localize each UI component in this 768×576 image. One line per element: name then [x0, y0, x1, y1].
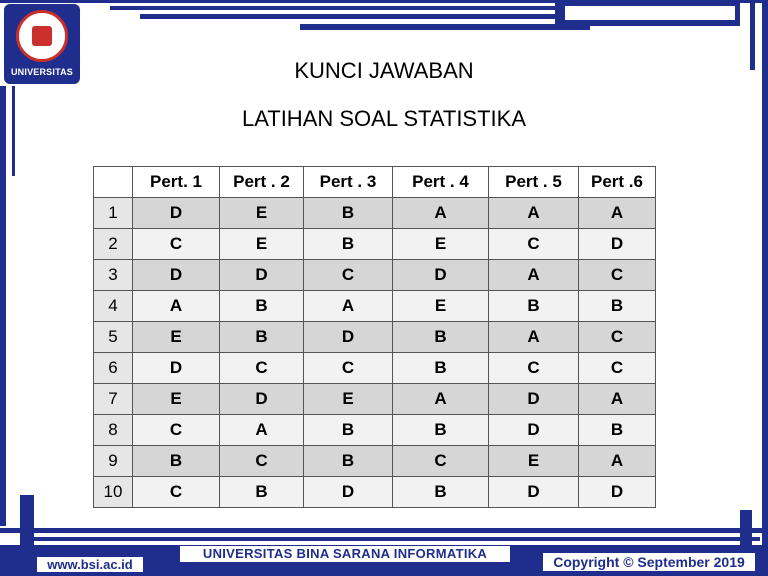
- answer-cell: B: [304, 446, 393, 477]
- answer-cell: C: [220, 353, 304, 384]
- answer-cell: C: [579, 322, 656, 353]
- answer-cell: D: [220, 384, 304, 415]
- table-row: [94, 229, 656, 260]
- answer-cell: C: [220, 446, 304, 477]
- answer-cell: D: [489, 477, 579, 508]
- answer-cell: C: [393, 446, 489, 477]
- page-title: KUNCI JAWABAN: [294, 58, 474, 83]
- bottom-border-bar: [30, 537, 760, 541]
- row-number-cell: 3: [94, 260, 133, 291]
- answer-cell: B: [304, 198, 393, 229]
- table-row: [94, 198, 656, 229]
- row-number-cell: 5: [94, 322, 133, 353]
- answer-cell: A: [489, 198, 579, 229]
- answer-cell: B: [220, 291, 304, 322]
- answer-cell: D: [133, 198, 220, 229]
- answer-cell: A: [304, 291, 393, 322]
- bottom-border-bar: [0, 528, 768, 533]
- column-header: Pert .6: [579, 167, 656, 198]
- row-number-cell: 4: [94, 291, 133, 322]
- answer-cell: B: [133, 446, 220, 477]
- answer-cell: D: [489, 415, 579, 446]
- footer-copyright: Copyright © September 2019: [543, 553, 755, 571]
- table-row: [94, 384, 656, 415]
- answer-cell: E: [393, 291, 489, 322]
- answer-cell: A: [393, 198, 489, 229]
- answer-cell: D: [393, 260, 489, 291]
- column-header: [94, 167, 133, 198]
- answer-cell: D: [133, 353, 220, 384]
- answer-cell: B: [304, 415, 393, 446]
- answer-cell: D: [489, 384, 579, 415]
- answer-cell: D: [133, 260, 220, 291]
- answer-cell: A: [579, 446, 656, 477]
- answer-cell: E: [220, 229, 304, 260]
- left-border-strip: [0, 86, 6, 526]
- top-right-corner-inner: [565, 6, 735, 20]
- row-number-cell: 1: [94, 198, 133, 229]
- table-row: [94, 415, 656, 446]
- row-number-cell: 6: [94, 353, 133, 384]
- row-number-cell: 7: [94, 384, 133, 415]
- bottom-right-corner-decor: [740, 510, 752, 545]
- answer-cell: D: [579, 229, 656, 260]
- row-number-cell: 10: [94, 477, 133, 508]
- answer-cell: B: [393, 353, 489, 384]
- answer-cell: C: [579, 353, 656, 384]
- answer-cell: C: [133, 415, 220, 446]
- answer-cell: B: [579, 291, 656, 322]
- logo-mark-icon: [32, 26, 52, 46]
- answer-cell: B: [393, 415, 489, 446]
- answer-cell: E: [133, 322, 220, 353]
- row-number-cell: 8: [94, 415, 133, 446]
- answer-cell: B: [304, 229, 393, 260]
- answer-cell: C: [133, 229, 220, 260]
- answer-cell: B: [579, 415, 656, 446]
- answer-cell: A: [579, 384, 656, 415]
- answer-cell: A: [489, 260, 579, 291]
- table-header-row: [94, 167, 656, 198]
- answer-cell: A: [220, 415, 304, 446]
- column-header: Pert. 1: [133, 167, 220, 198]
- logo-emblem-icon: [16, 10, 68, 62]
- column-header: Pert . 3: [304, 167, 393, 198]
- answer-cell: E: [489, 446, 579, 477]
- answer-cell: D: [220, 260, 304, 291]
- footer-university-name: UNIVERSITAS BINA SARANA INFORMATIKA: [180, 546, 510, 562]
- column-header: Pert . 5: [489, 167, 579, 198]
- answer-cell: A: [393, 384, 489, 415]
- answer-cell: A: [133, 291, 220, 322]
- answer-cell: C: [304, 260, 393, 291]
- right-border-strip: [762, 0, 768, 576]
- answer-cell: B: [489, 291, 579, 322]
- table-row: [94, 477, 656, 508]
- bottom-left-corner-decor: [20, 495, 34, 545]
- table-row: [94, 446, 656, 477]
- table-row: [94, 353, 656, 384]
- top-decor-bar: [300, 24, 590, 30]
- answer-cell: C: [489, 353, 579, 384]
- table-row: [94, 291, 656, 322]
- answer-cell: C: [133, 477, 220, 508]
- answer-cell: D: [304, 477, 393, 508]
- answer-cell: E: [220, 198, 304, 229]
- answer-cell: E: [393, 229, 489, 260]
- answer-cell: C: [579, 260, 656, 291]
- answer-cell: A: [579, 198, 656, 229]
- answer-cell: B: [220, 477, 304, 508]
- answer-cell: B: [393, 322, 489, 353]
- page-subtitle: LATIHAN SOAL STATISTIKA: [241, 106, 527, 131]
- row-number-cell: 2: [94, 229, 133, 260]
- answer-cell: C: [489, 229, 579, 260]
- answer-cell: A: [489, 322, 579, 353]
- table-row: [94, 260, 656, 291]
- column-header: Pert . 4: [393, 167, 489, 198]
- row-number-cell: 9: [94, 446, 133, 477]
- answer-cell: D: [579, 477, 656, 508]
- answer-cell: E: [304, 384, 393, 415]
- answer-cell: B: [220, 322, 304, 353]
- answer-cell: C: [304, 353, 393, 384]
- table-row: [94, 322, 656, 353]
- column-header: Pert . 2: [220, 167, 304, 198]
- answer-cell: D: [304, 322, 393, 353]
- footer-website-link[interactable]: www.bsi.ac.id: [36, 556, 144, 573]
- answer-cell: E: [133, 384, 220, 415]
- logo-label: UNIVERSITAS: [10, 67, 74, 77]
- answer-cell: B: [393, 477, 489, 508]
- answer-key-table: [93, 166, 656, 508]
